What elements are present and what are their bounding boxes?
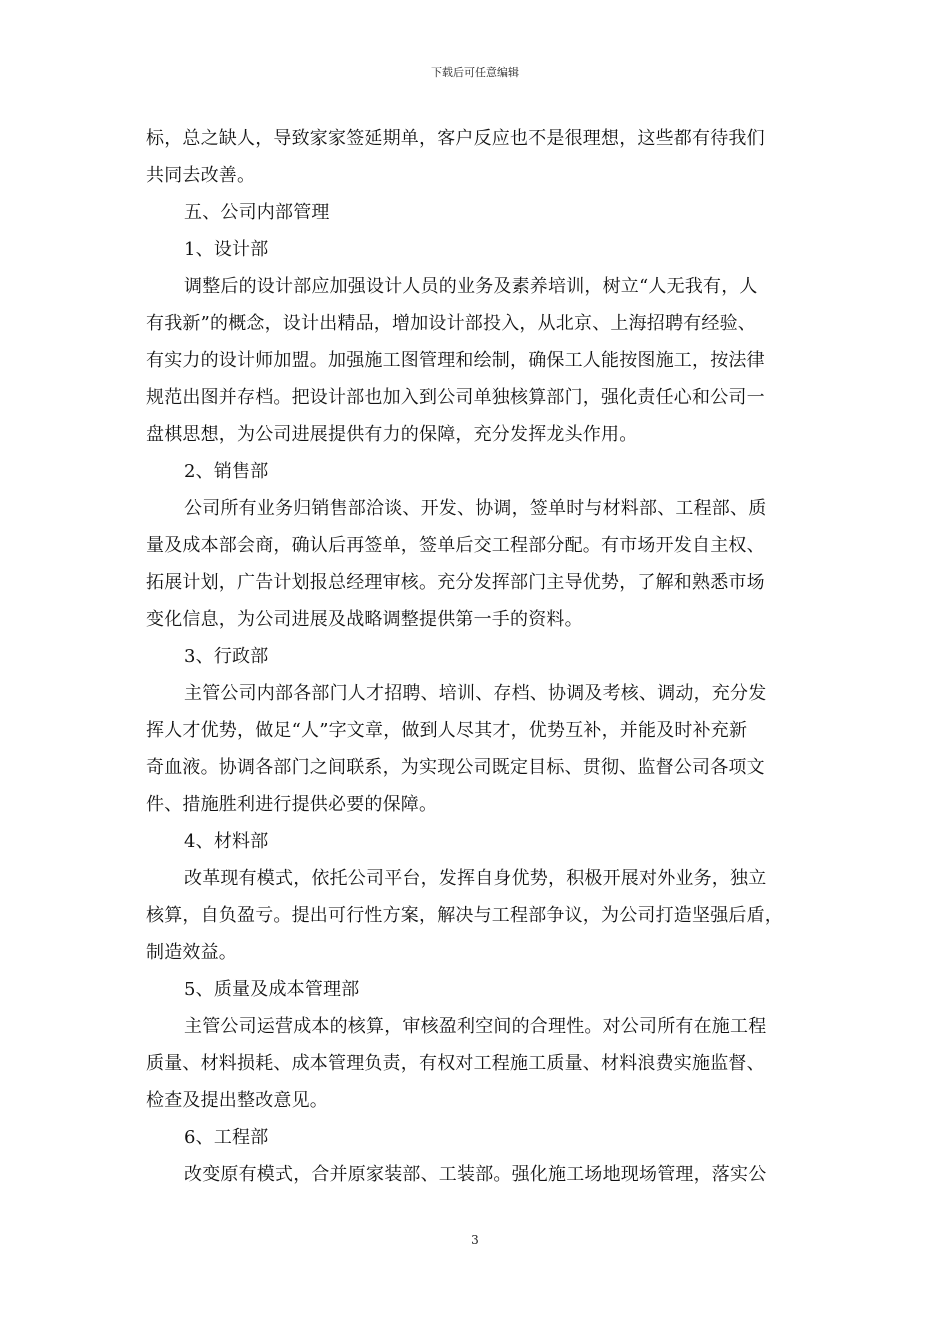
text-line: 1、设计部 (184, 239, 269, 260)
text-line: 4、材料部 (184, 831, 269, 852)
text-line: 有我新”的概念，设计出精品，增加设计部投入，从北京、上海招聘有经验、 (146, 313, 756, 334)
body-paragraph (146, 675, 826, 823)
section-heading (146, 971, 826, 1008)
text-line: 奇血液。协调各部门之间联系，为实现公司既定目标、贯彻、监督公司各项文 (146, 757, 765, 778)
text-line: 共同去改善。 (146, 165, 256, 186)
text-line: 质量、材料损耗、成本管理负责，有权对工程施工质量、材料浪费实施监督、 (146, 1053, 765, 1074)
body-paragraph (146, 120, 826, 194)
section-heading (146, 453, 826, 490)
text-line: 2、销售部 (184, 461, 269, 482)
text-line: 量及成本部会商，确认后再签单，签单后交工程部分配。有市场开发自主权、 (146, 535, 765, 556)
body-paragraph (146, 1008, 826, 1119)
document-body (146, 120, 826, 1193)
text-line: 标，总之缺人，导致家家签延期单，客户反应也不是很理想，这些都有待我们 (146, 128, 765, 149)
text-line: 主管公司内部各部门人才招聘、培训、存档、协调及考核、调动，充分发 (184, 683, 767, 704)
text-line: 6、工程部 (184, 1127, 269, 1148)
body-paragraph (146, 268, 826, 453)
text-line: 5、质量及成本管理部 (184, 979, 360, 1000)
section-heading (146, 1119, 826, 1156)
section-heading (146, 231, 826, 268)
text-line: 主管公司运营成本的核算，审核盈利空间的合理性。对公司所有在施工程 (184, 1016, 767, 1037)
section-heading (146, 638, 826, 675)
text-line: 调整后的设计部应加强设计人员的业务及素养培训，树立“人无我有，人 (184, 276, 758, 297)
text-line: 3、行政部 (184, 646, 269, 667)
text-line: 有实力的设计师加盟。加强施工图管理和绘制，确保工人能按图施工，按法律 (146, 350, 765, 371)
text-line: 核算，自负盈亏。提出可行性方案，解决与工程部争议，为公司打造坚强后盾， (146, 905, 783, 926)
body-paragraph (146, 490, 826, 638)
text-line: 挥人才优势，做足“人”字文章，做到人尽其才，优势互补，并能及时补充新 (146, 720, 748, 741)
text-line: 盘棋思想，为公司进展提供有力的保障，充分发挥龙头作用。 (146, 424, 638, 445)
body-paragraph (146, 860, 826, 971)
text-line: 拓展计划，广告计划报总经理审核。充分发挥部门主导优势，了解和熟悉市场 (146, 572, 765, 593)
section-heading (146, 823, 826, 860)
text-line: 变化信息，为公司进展及战略调整提供第一手的资料。 (146, 609, 583, 630)
text-line: 制造效益。 (146, 942, 237, 963)
text-line: 件、措施胜利进行提供必要的保障。 (146, 794, 438, 815)
text-line: 公司所有业务归销售部洽谈、开发、协调，签单时与材料部、工程部、质 (184, 498, 767, 519)
body-paragraph (146, 1156, 826, 1193)
text-line: 改革现有模式，依托公司平台，发挥自身优势，积极开展对外业务，独立 (184, 868, 767, 889)
text-line: 五、公司内部管理 (184, 202, 330, 223)
section-heading (146, 194, 826, 231)
text-line: 改变原有模式，合并原家装部、工装部。强化施工场地现场管理，落实公 (184, 1164, 767, 1185)
page-number: 3 (471, 1233, 479, 1247)
text-line: 规范出图并存档。把设计部也加入到公司单独核算部门，强化责任心和公司一 (146, 387, 765, 408)
page-header: 下载后可任意编辑 (431, 66, 519, 79)
text-line: 检查及提出整改意见。 (146, 1090, 328, 1111)
